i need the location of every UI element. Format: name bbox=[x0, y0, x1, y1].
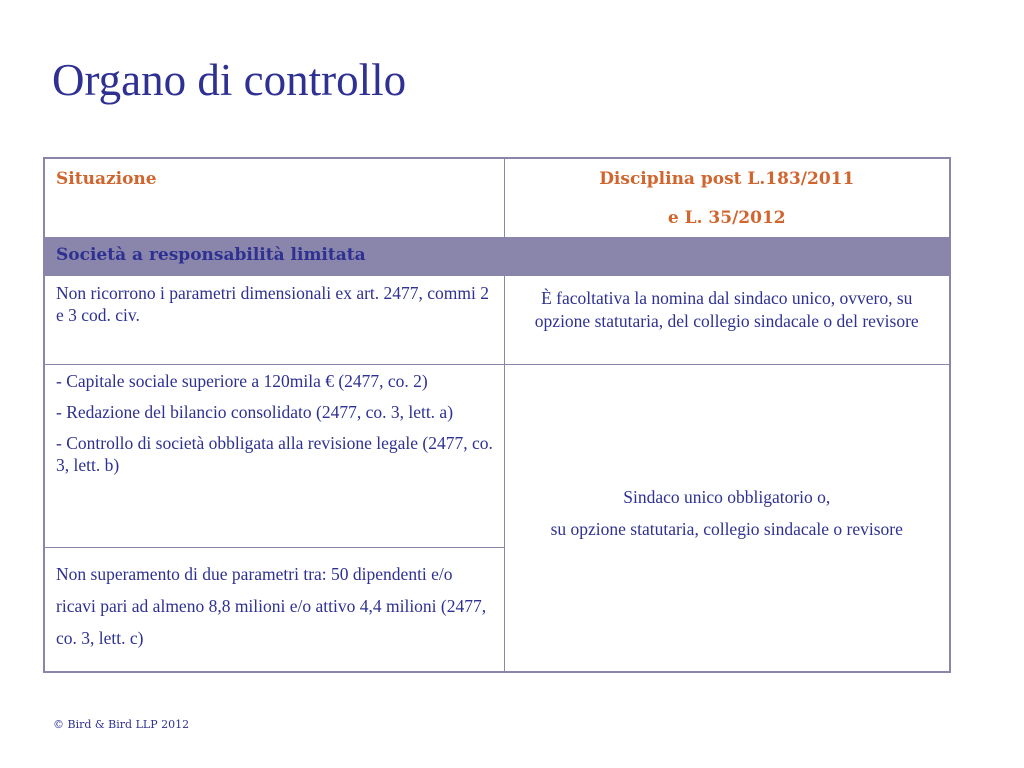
header-situazione: Situazione bbox=[56, 169, 157, 189]
header-disciplina-line2: e L. 35/2012 bbox=[667, 208, 786, 228]
section-band bbox=[44, 238, 950, 276]
row1-disciplina-cell bbox=[504, 276, 950, 365]
row2-item-bilancio: - Redazione del bilancio consolidato (2477, co. 3, lett. a) bbox=[56, 402, 454, 422]
merged-line2: su opzione statutaria, collegio sindacale o revisore bbox=[550, 519, 903, 539]
row2-situazione-cell bbox=[44, 365, 504, 548]
header-cell-disciplina bbox=[504, 158, 950, 238]
table-header-row bbox=[44, 158, 950, 238]
row1-situazione: Non ricorrono i parametri dimensionali ex art. 2477, commi 2 e 3 cod. civ. bbox=[56, 283, 490, 325]
table-row bbox=[44, 276, 950, 365]
header-disciplina-line1: Disciplina post L.183/2011 bbox=[599, 169, 855, 189]
row1-disciplina: È facoltativa la nomina dal sindaco unico, ovvero, su opzione statutaria, del collegio sindacale o del revisore bbox=[534, 288, 919, 331]
row2-situazione bbox=[56, 370, 494, 476]
section-row bbox=[44, 238, 950, 276]
header-cell-situazione bbox=[44, 158, 504, 238]
merged-disciplina-cell bbox=[504, 365, 950, 673]
table-row bbox=[44, 365, 950, 548]
row1-situazione-cell bbox=[44, 276, 504, 365]
row3-situazione: Non superamento di due parametri tra: 50 dipendenti e/o ricavi pari ad almeno 8,8 milioni e/o attivo 4,4 milioni (2477, co. 3, lett. c) bbox=[56, 564, 487, 648]
row2-item-capitale: - Capitale sociale superiore a 120mila € (2477, co. 2) bbox=[56, 371, 428, 391]
section-title: Società a responsabilità limitata bbox=[56, 245, 366, 265]
page-title: Organo di controllo bbox=[52, 55, 407, 105]
merged-disciplina bbox=[525, 486, 930, 540]
control-body-table bbox=[43, 157, 951, 673]
copyright-footer: © Bird & Bird LLP 2012 bbox=[53, 718, 190, 731]
row2-item-controllo: - Controllo di società obbligata alla revisione legale (2477, co. 3, lett. b) bbox=[56, 433, 493, 475]
row3-situazione-cell bbox=[44, 548, 504, 673]
merged-line1: Sindaco unico obbligatorio o, bbox=[623, 487, 831, 507]
